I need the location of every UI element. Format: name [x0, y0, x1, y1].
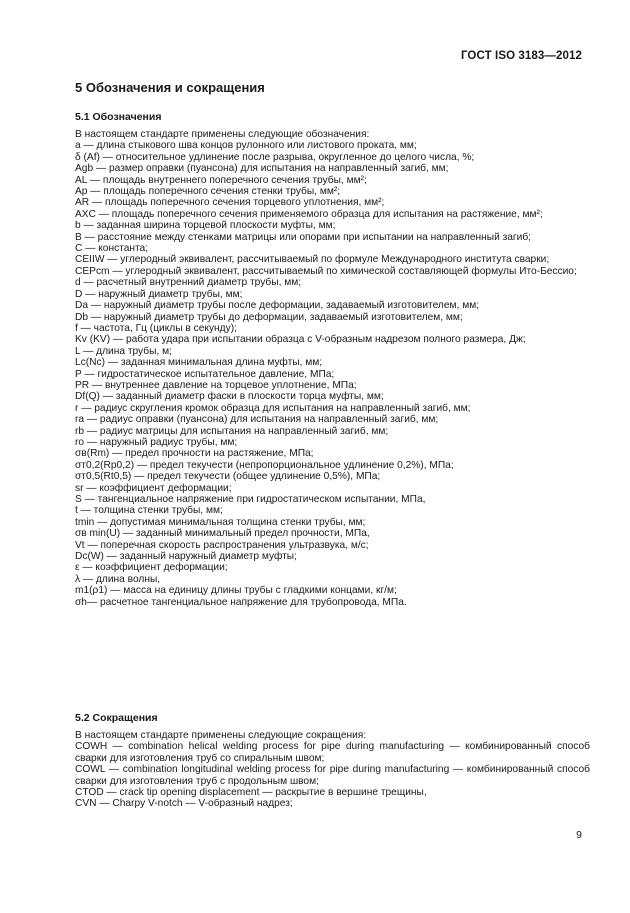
symbol-item: σв(Rm) — предел прочности на растяжение, МПа;	[75, 448, 314, 460]
symbol-item: σт0,5(Rt0,5) — предел текучести (общее удлинение 0,5%), МПа;	[75, 471, 381, 483]
abbreviations-list	[75, 730, 590, 810]
symbols-intro: В настоящем стандарте применены следующие обозначения:	[75, 129, 370, 140]
symbol-item: ro — наружный радиус трубы, мм;	[75, 436, 238, 448]
symbol-item: AXC — площадь поперечного сечения применяемого образца для испытания на растяжение, мм²;	[75, 208, 543, 220]
symbol-item: r — радиус скругления кромок образца для испытания на направленный загиб, мм;	[75, 402, 471, 414]
symbol-item: σв min(U) — заданный минимальный предел прочности, МПа,	[75, 528, 370, 540]
symbol-item: CEIIW — углеродный эквивалент, рассчитываемый по формуле Международного института сварки;	[75, 254, 550, 266]
abbreviation-item: CVN — Charpy V-notch — V-образный надрез;	[75, 798, 293, 810]
symbol-item: AL — площадь внутреннего поперечного сечения трубы, мм²;	[75, 174, 367, 186]
symbols-list	[75, 129, 590, 608]
symbol-item: Kv (KV) — работа удара при испытании образца с V-образным надрезом полного размера, Дж;	[75, 334, 526, 346]
document-code: ГОСТ ISO 3183—2012	[460, 50, 582, 62]
symbol-item: σh— расчетное тангенциальное напряжение для трубопровода, МПа.	[75, 596, 407, 608]
symbol-item: L — длина трубы, м;	[75, 345, 172, 357]
symbol-item: rb — радиус матрицы для испытания на направленный загиб, мм;	[75, 425, 389, 437]
abbreviation-item: COWH — combination helical welding process for pipe during manufacturing — комбинированный способ сварки для изготовления труб со спиральным швом;	[75, 741, 590, 764]
symbol-item: λ — длина волны,	[75, 573, 161, 585]
symbol-item: PR — внутреннее давление на торцевое уплотнение, МПа;	[75, 379, 357, 391]
symbol-item: Db — наружный диаметр трубы до деформации, задаваемый изготовителем, мм;	[75, 311, 463, 323]
symbol-item: f — частота, Гц (циклы в секунду);	[75, 322, 237, 334]
symbol-item: sr — коэффициент деформации;	[75, 482, 232, 494]
symbol-item: ra — радиус оправки (пуансона) для испытания на направленный загиб, мм;	[75, 414, 439, 426]
abbreviations-intro: В настоящем стандарте применены следующие сокращения:	[75, 730, 367, 741]
symbol-item: B — расстояние между стенками матрицы или опорами при испытании на направленный загиб;	[75, 231, 532, 243]
symbol-item: ε — коэффициент деформации;	[75, 562, 228, 574]
symbol-item: tmin — допустимая минимальная толщина стенки трубы, мм;	[75, 516, 366, 528]
symbol-item: d — расчетный внутренний диаметр трубы, мм;	[75, 277, 302, 289]
symbol-item: Da — наружный диаметр трубы после деформации, задаваемый изготовителем, мм;	[75, 300, 480, 312]
symbol-item: b — заданная ширина торцевой плоскости муфты, мм;	[75, 220, 336, 232]
symbol-item: t — толщина стенки трубы, мм;	[75, 505, 223, 517]
symbol-item: m1(ρ1) — масса на единицу длины трубы с гладкими концами, кг/м;	[75, 585, 397, 597]
symbol-item: Lc(Nc) — заданная минимальная длина муфты, мм;	[75, 357, 323, 369]
page-number: 9	[576, 829, 582, 841]
symbol-item: Dc(W) — заданный наружный диаметр муфты;	[75, 551, 297, 563]
symbol-item: δ (Af) — относительное удлинение после разрыва, округленное до целого числа, %;	[75, 151, 475, 163]
symbol-item: Ap — площадь поперечного сечения стенки трубы, мм²;	[75, 186, 341, 198]
symbol-item: AR — площадь поперечного сечения торцевого уплотнения, мм²;	[75, 197, 385, 209]
subsection-title-symbols: 5.1 Обозначения	[75, 111, 162, 123]
symbol-item: Agb — размер оправки (пуансона) для испытания на направленный загиб, мм;	[75, 163, 449, 175]
symbol-item: CEPcm — углеродный эквивалент, рассчитываемый по химической составляющей формулы Ито-Бессио;	[75, 265, 577, 277]
abbreviation-item: CTOD — crack tip opening displacement — раскрытие в вершине трещины,	[75, 787, 427, 799]
symbol-item: S — тангенциальное напряжение при гидростатическом испытании, МПа,	[75, 494, 426, 505]
symbol-item: P — гидростатическое испытательное давление, МПа;	[75, 368, 335, 380]
symbol-item: σт0,2(Rp0,2) — предел текучести (непропорциональное удлинение 0,2%), МПа;	[75, 459, 454, 471]
section-title: 5 Обозначения и сокращения	[75, 80, 265, 95]
symbol-item: Df(Q) — заданный диаметр фаски в плоскости торца муфты, мм;	[75, 391, 384, 403]
symbol-item: C — константа;	[75, 243, 149, 255]
symbol-item: D — наружный диаметр трубы, мм;	[75, 288, 243, 300]
symbol-item: a — длина стыкового шва концов рулонного или листового проката, мм;	[75, 140, 417, 152]
abbreviation-item: COWL — combination longitudinal welding process for pipe during manufacturing — комбинированный способ сварки для изготовления труб с продольным швом;	[75, 764, 590, 787]
symbol-item: Vt — поперечная скорость распространения ультразвука, м/с;	[75, 539, 369, 551]
subsection-title-abbreviations: 5.2 Сокращения	[75, 712, 158, 724]
